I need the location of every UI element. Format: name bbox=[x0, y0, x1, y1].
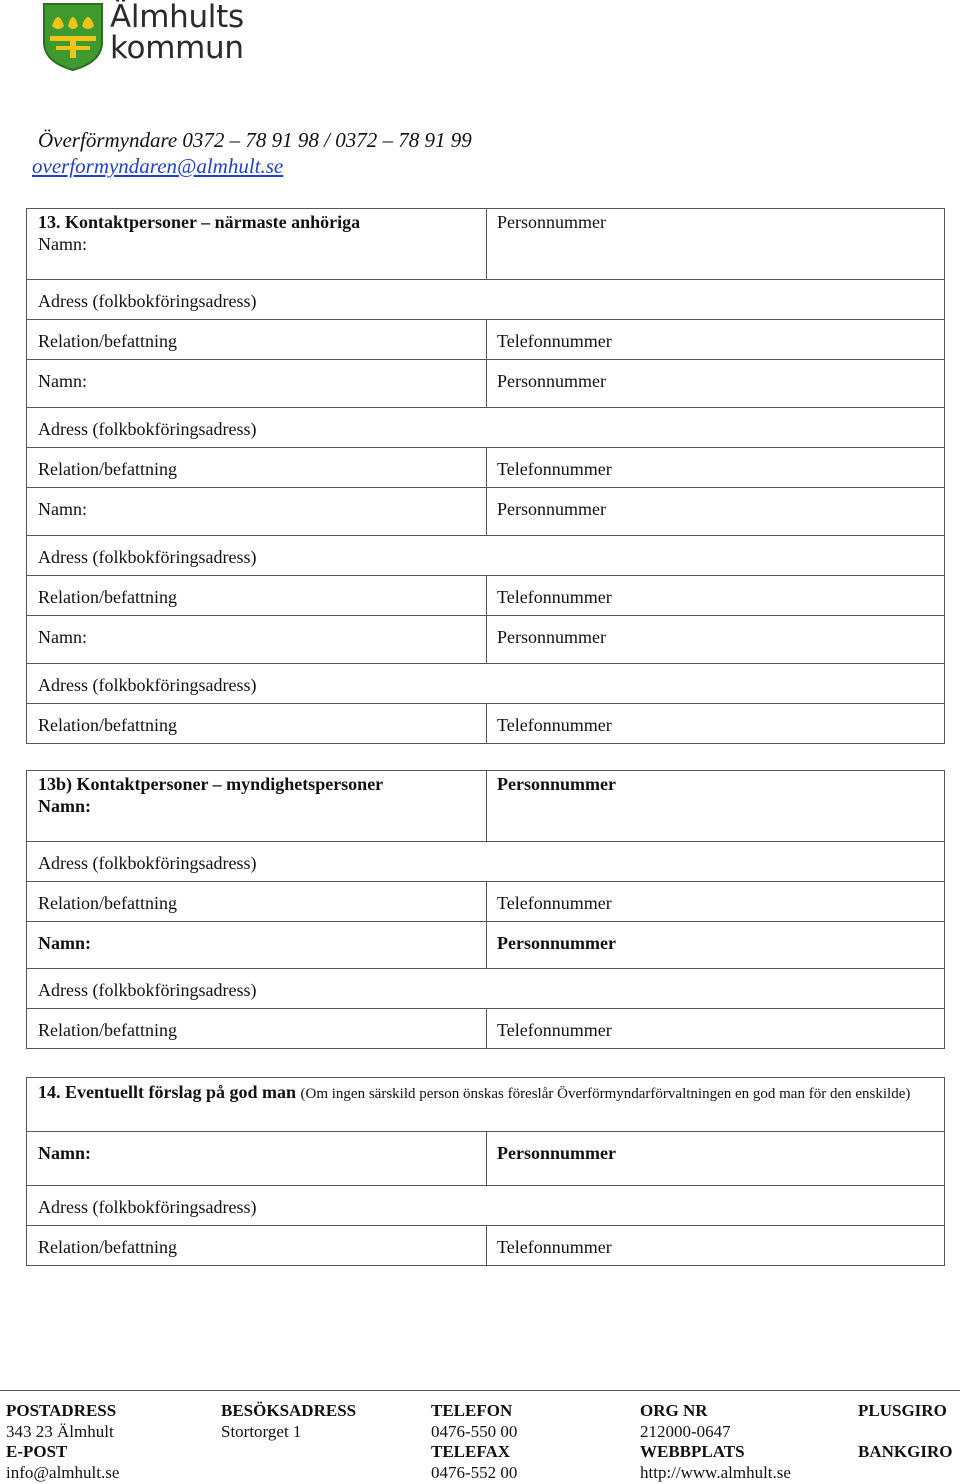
table-row bbox=[27, 487, 944, 535]
table-row bbox=[27, 771, 944, 841]
page-footer bbox=[0, 1390, 960, 1482]
name-field[interactable] bbox=[27, 771, 486, 841]
address-field[interactable] bbox=[27, 969, 944, 1008]
telefon-field[interactable] bbox=[486, 1226, 944, 1265]
address-field[interactable] bbox=[27, 842, 944, 881]
telefon-label: Telefonnummer bbox=[497, 715, 612, 735]
personnummer-field[interactable] bbox=[486, 209, 944, 279]
telefon-field[interactable] bbox=[486, 1009, 944, 1048]
personnummer-field[interactable] bbox=[486, 488, 944, 535]
besoksadress-value: Stortorget 1 bbox=[221, 1421, 302, 1441]
section-14-title: 14. Eventuellt förslag på god man bbox=[38, 1082, 297, 1102]
webbplats-label: WEBBPLATS bbox=[640, 1442, 745, 1461]
table-row bbox=[27, 841, 944, 881]
section-13b-title: 13b) Kontaktpersoner – myndighetspersoner bbox=[38, 774, 384, 794]
table-row bbox=[27, 1225, 944, 1265]
footer-col-giro bbox=[858, 1401, 952, 1463]
orgnr-label: ORG NR bbox=[640, 1401, 708, 1420]
personnummer-label: Personnummer bbox=[497, 212, 606, 232]
postadress-label: POSTADRESS bbox=[6, 1401, 117, 1420]
footer-col-telefon bbox=[431, 1401, 517, 1483]
name-label: Namn: bbox=[38, 234, 87, 254]
overformyndare-email-link[interactable]: overformyndaren@almhult.se bbox=[32, 154, 284, 178]
address-label: Adress (folkbokföringsadress) bbox=[38, 1197, 257, 1217]
address-field[interactable] bbox=[27, 664, 944, 703]
section-14-heading bbox=[27, 1078, 944, 1131]
table-row bbox=[27, 407, 944, 447]
personnummer-field[interactable] bbox=[486, 616, 944, 663]
name-label: Namn: bbox=[38, 796, 91, 816]
name-label: Namn: bbox=[38, 499, 87, 519]
telefon-label: Telefonnummer bbox=[497, 331, 612, 351]
personnummer-label: Personnummer bbox=[497, 933, 616, 953]
address-label: Adress (folkbokföringsadress) bbox=[38, 675, 257, 695]
section-13b-table bbox=[26, 770, 945, 1049]
table-row bbox=[27, 1008, 944, 1048]
section-14-table bbox=[26, 1077, 945, 1266]
coat-of-arms-icon bbox=[42, 2, 104, 72]
address-field[interactable] bbox=[27, 536, 944, 575]
logo-line-2: kommun bbox=[110, 30, 244, 66]
table-row bbox=[27, 319, 944, 359]
telefax-label: TELEFAX bbox=[431, 1442, 511, 1461]
address-label: Adress (folkbokföringsadress) bbox=[38, 853, 257, 873]
epost-value: info@almhult.se bbox=[6, 1462, 120, 1482]
besoksadress-label: BESÖKSADRESS bbox=[221, 1401, 357, 1420]
personnummer-label: Personnummer bbox=[497, 627, 606, 647]
telefon-value: 0476-550 00 bbox=[431, 1421, 518, 1441]
relation-field[interactable] bbox=[27, 1226, 486, 1265]
table-row bbox=[27, 209, 944, 279]
address-field[interactable] bbox=[27, 280, 944, 319]
telefon-label: Telefonnummer bbox=[497, 1020, 612, 1040]
section-13-table bbox=[26, 208, 945, 744]
address-label: Adress (folkbokföringsadress) bbox=[38, 980, 257, 1000]
name-field[interactable] bbox=[27, 1132, 486, 1185]
name-label: Namn: bbox=[38, 933, 91, 953]
telefax-value: 0476-552 00 bbox=[431, 1462, 518, 1482]
relation-label: Relation/befattning bbox=[38, 459, 177, 479]
relation-field[interactable] bbox=[27, 882, 486, 921]
relation-field[interactable] bbox=[27, 704, 486, 743]
table-row bbox=[27, 575, 944, 615]
personnummer-label: Personnummer bbox=[497, 371, 606, 391]
table-row bbox=[27, 279, 944, 319]
relation-label: Relation/befattning bbox=[38, 715, 177, 735]
personnummer-field[interactable] bbox=[486, 922, 944, 968]
name-field[interactable] bbox=[27, 209, 486, 279]
table-row bbox=[27, 615, 944, 663]
name-label: Namn: bbox=[38, 371, 87, 391]
table-row bbox=[27, 881, 944, 921]
telefon-field[interactable] bbox=[486, 704, 944, 743]
footer-col-postadress bbox=[6, 1401, 119, 1483]
relation-label: Relation/befattning bbox=[38, 587, 177, 607]
section-13-title: 13. Kontaktpersoner – närmaste anhöriga bbox=[38, 212, 361, 232]
table-row bbox=[27, 1131, 944, 1185]
table-row bbox=[27, 663, 944, 703]
table-row bbox=[27, 359, 944, 407]
address-label: Adress (folkbokföringsadress) bbox=[38, 291, 257, 311]
table-row bbox=[27, 1078, 944, 1131]
personnummer-field[interactable] bbox=[486, 360, 944, 407]
personnummer-field[interactable] bbox=[486, 1132, 944, 1185]
personnummer-field[interactable] bbox=[486, 771, 944, 841]
bankgiro-label: BANKGIRO bbox=[858, 1442, 953, 1461]
epost-label: E-POST bbox=[6, 1442, 68, 1461]
logo-line-1: Älmhults bbox=[110, 0, 244, 35]
section-14-note: (Om ingen särskild person önskas föreslår Överförmyndarförvaltningen en god man för den enskilde) bbox=[300, 1086, 911, 1102]
table-row bbox=[27, 447, 944, 487]
relation-label: Relation/befattning bbox=[38, 331, 177, 351]
footer-col-orgnr bbox=[640, 1401, 791, 1483]
overformyndare-phone: Överförmyndare 0372 – 78 91 98 / 0372 – 78 91 99 bbox=[38, 128, 472, 152]
plusgiro-label: PLUSGIRO bbox=[858, 1401, 947, 1420]
personnummer-label: Personnummer bbox=[497, 1143, 616, 1163]
address-field[interactable] bbox=[27, 408, 944, 447]
relation-label: Relation/befattning bbox=[38, 1020, 177, 1040]
name-label: Namn: bbox=[38, 627, 87, 647]
address-label: Adress (folkbokföringsadress) bbox=[38, 547, 257, 567]
name-field[interactable] bbox=[27, 616, 486, 663]
telefon-label: Telefonnummer bbox=[497, 587, 612, 607]
personnummer-label: Personnummer bbox=[497, 774, 616, 794]
personnummer-label: Personnummer bbox=[497, 499, 606, 519]
relation-label: Relation/befattning bbox=[38, 1237, 177, 1257]
telefon-label: Telefonnummer bbox=[497, 459, 612, 479]
table-row bbox=[27, 968, 944, 1008]
telefon-label: Telefonnummer bbox=[497, 893, 612, 913]
address-label: Adress (folkbokföringsadress) bbox=[38, 419, 257, 439]
telefon-label: Telefonnummer bbox=[497, 1237, 612, 1257]
logo-wordmark bbox=[110, 2, 244, 64]
table-row bbox=[27, 535, 944, 575]
almhult-logo bbox=[42, 2, 282, 72]
relation-label: Relation/befattning bbox=[38, 893, 177, 913]
name-field[interactable] bbox=[27, 922, 486, 968]
relation-field[interactable] bbox=[27, 320, 486, 359]
relation-field[interactable] bbox=[27, 448, 486, 487]
table-row bbox=[27, 921, 944, 968]
telefon-field[interactable] bbox=[486, 576, 944, 615]
name-label: Namn: bbox=[38, 1143, 91, 1163]
telefon-field[interactable] bbox=[486, 448, 944, 487]
telefon-field[interactable] bbox=[486, 882, 944, 921]
orgnr-value: 212000-0647 bbox=[640, 1421, 731, 1441]
telefon-label: TELEFON bbox=[431, 1401, 513, 1420]
table-row bbox=[27, 1185, 944, 1225]
relation-field[interactable] bbox=[27, 1009, 486, 1048]
footer-col-besoksadress bbox=[221, 1401, 356, 1442]
relation-field[interactable] bbox=[27, 576, 486, 615]
address-field[interactable] bbox=[27, 1186, 944, 1225]
postadress-value: 343 23 Älmhult bbox=[6, 1421, 114, 1441]
webbplats-value[interactable]: http://www.almhult.se bbox=[640, 1462, 791, 1482]
telefon-field[interactable] bbox=[486, 320, 944, 359]
table-row bbox=[27, 703, 944, 743]
name-field[interactable] bbox=[27, 488, 486, 535]
name-field[interactable] bbox=[27, 360, 486, 407]
